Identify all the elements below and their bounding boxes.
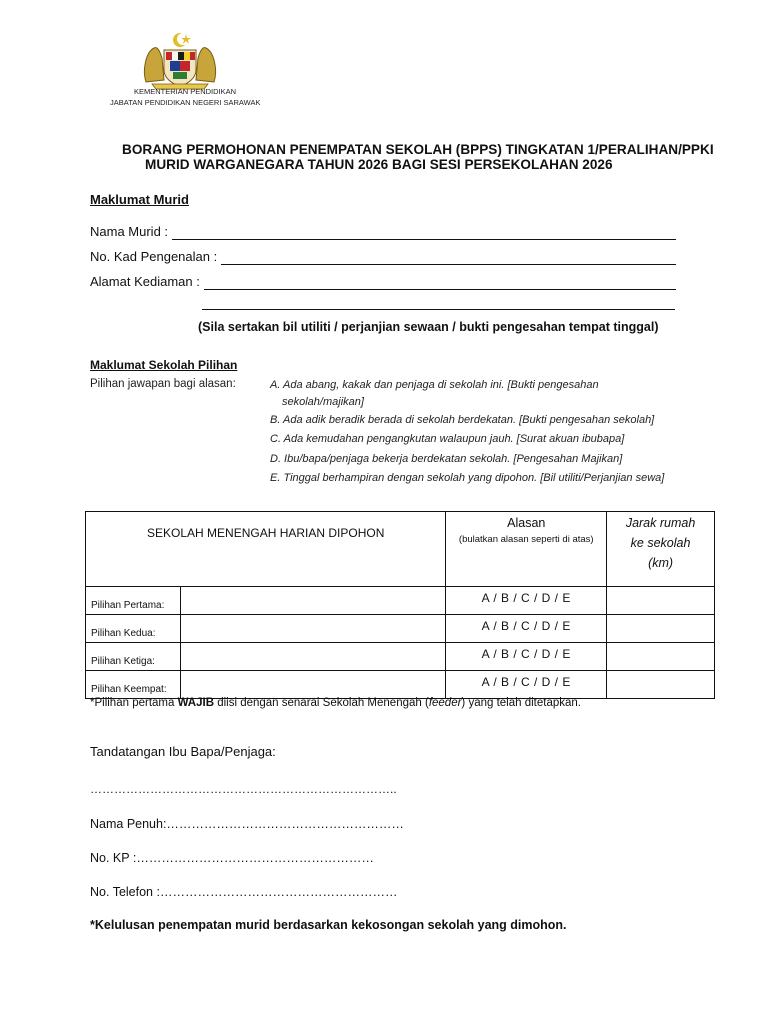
malaysia-coat-of-arms-icon bbox=[140, 30, 220, 90]
table-row bbox=[86, 643, 715, 671]
reason-options-cell[interactable]: A / B / C / D / E bbox=[446, 643, 607, 671]
reason-options-cell[interactable]: A / B / C / D / E bbox=[446, 671, 607, 699]
header-reason-subtitle: (bulatkan alasan seperti di atas) bbox=[458, 534, 594, 545]
header-school: SEKOLAH MENENGAH HARIAN DIPOHON bbox=[86, 512, 446, 587]
full-name-field[interactable]: Nama Penuh:………………………………………………… bbox=[90, 817, 404, 831]
reason-options-cell[interactable]: A / B / C / D / E bbox=[446, 587, 607, 615]
guardian-signature-label: Tandatangan Ibu Bapa/Penjaga: bbox=[90, 744, 276, 759]
reason-option-a-line-1: A. Ada abang, kakak dan penjaga di sekolah ini. [Bukti pengesahan bbox=[270, 379, 599, 391]
school-section-heading: Maklumat Sekolah Pilihan bbox=[90, 358, 238, 372]
choice-label: Pilihan Pertama: bbox=[86, 587, 181, 615]
form-title-line-2: MURID WARGANEGARA TAHUN 2026 BAGI SESI PERSEKOLAHAN 2026 bbox=[145, 157, 613, 172]
table-header-row bbox=[86, 512, 715, 587]
choice-label: Pilihan Kedua: bbox=[86, 615, 181, 643]
phone-field[interactable]: No. Telefon :………………………………………………… bbox=[90, 885, 398, 899]
table-row bbox=[86, 615, 715, 643]
distance-cell[interactable] bbox=[607, 643, 715, 671]
header-distance bbox=[607, 512, 715, 587]
student-section-heading: Maklumat Murid bbox=[90, 192, 189, 207]
reason-option-e: E. Tinggal berhampiran dengan sekolah yang dipohon. [Bil utiliti/Perjanjian sewa] bbox=[270, 472, 665, 485]
reason-options-list bbox=[270, 377, 710, 489]
distance-cell[interactable] bbox=[607, 587, 715, 615]
address-input-line-2[interactable] bbox=[202, 309, 675, 310]
header-distance-line-2: ke sekolah bbox=[630, 536, 691, 550]
first-choice-note-mandatory: WAJIB bbox=[177, 697, 214, 709]
student-name-label: Nama Murid : bbox=[90, 224, 169, 239]
table-row bbox=[86, 671, 715, 699]
ic-number-field[interactable] bbox=[90, 243, 676, 265]
choice-label: Pilihan Ketiga: bbox=[86, 643, 181, 671]
reason-options-label: Pilihan jawapan bagi alasan: bbox=[90, 378, 236, 390]
ic-no-field[interactable]: No. KP :………………………………………………… bbox=[90, 851, 374, 865]
address-label: Alamat Kediaman : bbox=[90, 274, 200, 289]
reason-option-a bbox=[270, 377, 710, 411]
first-choice-note-feeder: feeder bbox=[428, 697, 462, 709]
ministry-name bbox=[110, 86, 260, 108]
choice-label: Pilihan Keempat: bbox=[86, 671, 181, 699]
form-title bbox=[90, 142, 714, 172]
distance-cell[interactable] bbox=[607, 615, 715, 643]
ministry-line-1: KEMENTERIAN PENDIDIKAN bbox=[133, 87, 237, 96]
table-row bbox=[86, 587, 715, 615]
reason-options-cell[interactable]: A / B / C / D / E bbox=[446, 615, 607, 643]
ic-number-input[interactable] bbox=[221, 250, 676, 265]
first-choice-note-mid: diisi dengan senarai Sekolah Menengah ( bbox=[214, 697, 429, 709]
header-distance-line-1: Jarak rumah bbox=[625, 516, 696, 530]
ic-number-label: No. Kad Pengenalan : bbox=[90, 249, 218, 264]
address-proof-note: (Sila sertakan bil utiliti / perjanjian sewaan / bukti pengesahan tempat tinggal) bbox=[198, 320, 659, 334]
header-reason bbox=[446, 512, 607, 587]
school-name-cell[interactable] bbox=[180, 615, 445, 643]
reason-option-c: C. Ada kemudahan pengangkutan walaupun jauh. [Surat akuan ibubapa] bbox=[270, 433, 625, 446]
student-name-input[interactable] bbox=[172, 225, 676, 240]
first-choice-note bbox=[90, 697, 581, 709]
address-input[interactable] bbox=[204, 275, 676, 290]
school-name-cell[interactable] bbox=[180, 643, 445, 671]
school-name-cell[interactable] bbox=[180, 671, 445, 699]
guardian-signature-line[interactable]: ………………………………………………………………….. bbox=[90, 782, 397, 796]
form-title-line-1: BORANG PERMOHONAN PENEMPATAN SEKOLAH (BPPS) TINGKATAN 1/PERALIHAN/PPKI bbox=[122, 142, 714, 157]
student-name-field[interactable] bbox=[90, 218, 676, 240]
school-choice-table bbox=[85, 511, 715, 699]
first-choice-note-prefix: *Pilihan pertama bbox=[90, 697, 178, 709]
reason-option-a-line-2: sekolah/majikan] bbox=[282, 396, 364, 408]
distance-cell[interactable] bbox=[607, 671, 715, 699]
reason-option-b: B. Ada adik beradik berada di sekolah berdekatan. [Bukti pengesahan sekolah] bbox=[270, 414, 655, 426]
school-name-cell[interactable] bbox=[180, 587, 445, 615]
reason-option-d: D. Ibu/bapa/penjaga bekerja berdekatan sekolah. [Pengesahan Majikan] bbox=[270, 452, 623, 465]
header-reason-title: Alasan bbox=[507, 516, 546, 530]
placement-approval-note: *Kelulusan penempatan murid berdasarkan kekosongan sekolah yang dimohon. bbox=[90, 918, 567, 932]
first-choice-note-suffix: ) yang telah ditetapkan. bbox=[461, 697, 581, 709]
header-distance-line-3: (km) bbox=[648, 556, 674, 570]
ministry-line-2: JABATAN PENDIDIKAN NEGERI SARAWAK bbox=[110, 98, 261, 107]
address-field[interactable] bbox=[90, 268, 676, 290]
